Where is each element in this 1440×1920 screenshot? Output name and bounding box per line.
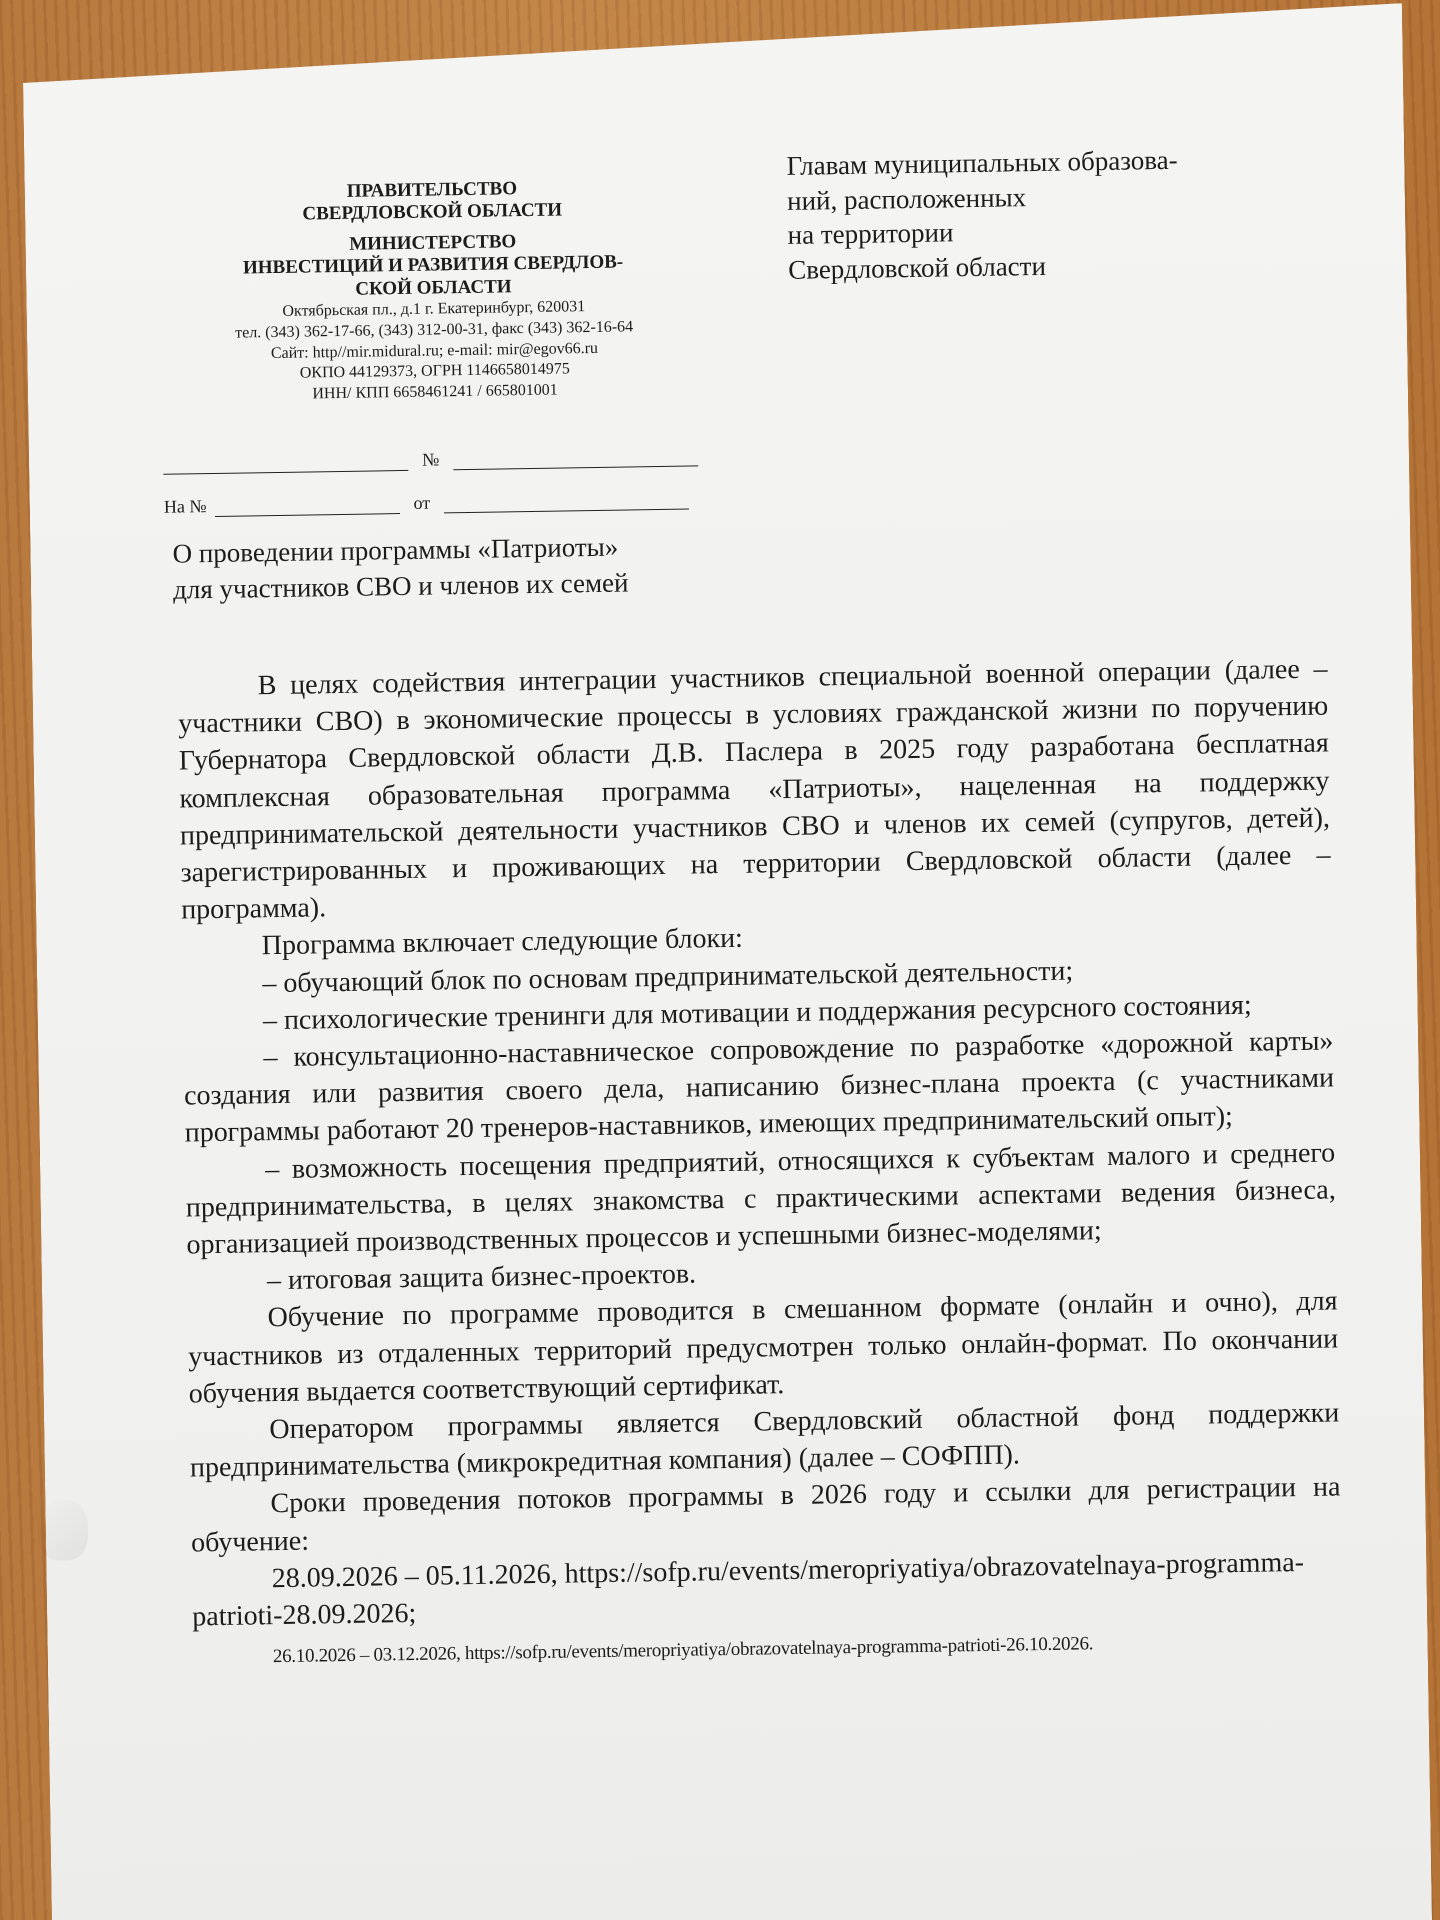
subject-line-2: для участников СВО и членов их семей bbox=[172, 567, 629, 605]
paragraph-format: Обучение по программе проводится в смешанном формате (онлайн и очно), для участников из отдаленных территорий предусмотрен только онлайн-формат. По окончании обучения выдается соответствующий сертификат. bbox=[187, 1285, 1339, 1410]
addressee-line-2: ний, расположенных bbox=[786, 181, 1027, 216]
inn-line: ИНН/ КПП 6658461241 / 665801001 bbox=[312, 381, 558, 403]
number-blank bbox=[453, 447, 698, 470]
registration-reply-row bbox=[164, 489, 690, 518]
government-title bbox=[162, 175, 703, 228]
letter-body bbox=[177, 650, 1343, 1676]
paragraph-blocks-intro: Программа включает следующие блоки: bbox=[261, 923, 744, 962]
phones-line: тел. (343) 362-17-66, (343) 312-00-31, факс (343) 362-16-64 bbox=[235, 318, 634, 342]
number-label: № bbox=[421, 449, 440, 470]
ministry-line-3: СКОЙ ОБЛАСТИ bbox=[355, 275, 512, 300]
gov-line-1: ПРАВИТЕЛЬСТВО bbox=[346, 178, 518, 202]
addressee-line-1: Главам муниципальных образова- bbox=[786, 144, 1178, 181]
paper-fold-mark bbox=[37, 1500, 88, 1561]
paragraph-schedule: Сроки проведения потоков программы в 2026 году и ссылки для регистрации на обучение: bbox=[190, 1471, 1341, 1559]
ministry-title bbox=[163, 228, 704, 304]
paragraph-intro: В целях содействия интеграции участников специальной военной операции (далее – участники СВО) в экономические процессы в условиях гражданской жизни по поручению Губернатора Свердловской области Д.В. Паслера в 2025 году разработана бесплатная комплексная образовательная программа «Патриоты», нацеленная на поддержку предпринимательской деятельности участников СВО и членов их семей (супругов, детей), зарегистрированных и проживающих на территории Свердловской области (далее – программа). bbox=[178, 653, 1331, 926]
subject-line-1: О проведении программы «Патриоты» bbox=[172, 531, 619, 569]
letter-subject bbox=[172, 528, 733, 608]
registration-number-row bbox=[163, 445, 698, 474]
addressee-line-3: на территории bbox=[787, 217, 954, 251]
list-item: – возможность посещения предприятий, относящихся к субъектам малого и среднего предпринимательства, в целях знакомства с практическими аспектами ведения бизнеса, организацией производственных процессов и успешными бизнес-моделями; bbox=[185, 1137, 1336, 1261]
addressee-block bbox=[786, 141, 1288, 287]
paragraph-operator: Оператором программы является Свердловский областной фонд поддержки предпринимательства (микрокредитная компания) (далее – СОФПП). bbox=[189, 1397, 1340, 1484]
letterhead bbox=[162, 175, 705, 407]
stream-1-link[interactable]: 28.09.2026 – 05.11.2026, https://sofp.ru/events/meropriyatiya/obrazovatelnaya-programma-patrioti-28.09.2026; bbox=[192, 1546, 1305, 1633]
stream-2-link[interactable]: 26.10.2026 – 03.12.2026, https://sofp.ru/events/meropriyatiya/obrazovatelnaya-programma-patrioti-26.10.2026. bbox=[272, 1633, 1094, 1668]
reply-label: На № bbox=[163, 496, 207, 517]
list-item: – итоговая защита бизнес-проектов. bbox=[266, 1258, 697, 1297]
address-line: Октябрьская пл., д.1 г. Екатеринбург, 620031 bbox=[282, 298, 586, 320]
date-blank bbox=[163, 452, 408, 475]
site-line: Сайт: http//mir.midural.ru; e-mail: mir@egov66.ru bbox=[270, 339, 599, 362]
from-label: от bbox=[413, 492, 431, 513]
list-item: – консультационно-наставническое сопровождение по разработке «дорожной карты» создания или развития своего дела, написанию бизнес-плана проекта (с участниками программы работают 20 тренеров-наставников, имеющих предпринимательский опыт); bbox=[183, 1025, 1335, 1149]
reply-date-blank bbox=[444, 491, 689, 514]
okpo-line: ОКПО 44129373, ОГРН 1146658014975 bbox=[299, 360, 570, 383]
addressee-line-4: Свердловской области bbox=[787, 250, 1047, 285]
ministry-line-2: ИНВЕСТИЦИЙ И РАЗВИТИЯ СВЕРДЛОВ- bbox=[242, 251, 624, 279]
gov-line-2: СВЕРДЛОВСКОЙ ОБЛАСТИ bbox=[302, 199, 563, 225]
list-item: – обучающий блок по основам предпринимательской деятельности; bbox=[262, 955, 1074, 999]
ministry-line-1: МИНИСТЕРСТВО bbox=[349, 230, 517, 255]
reply-number-blank bbox=[214, 495, 399, 517]
list-item: – психологические тренинги для мотивации и поддержания ресурсного состояния; bbox=[262, 989, 1252, 1037]
